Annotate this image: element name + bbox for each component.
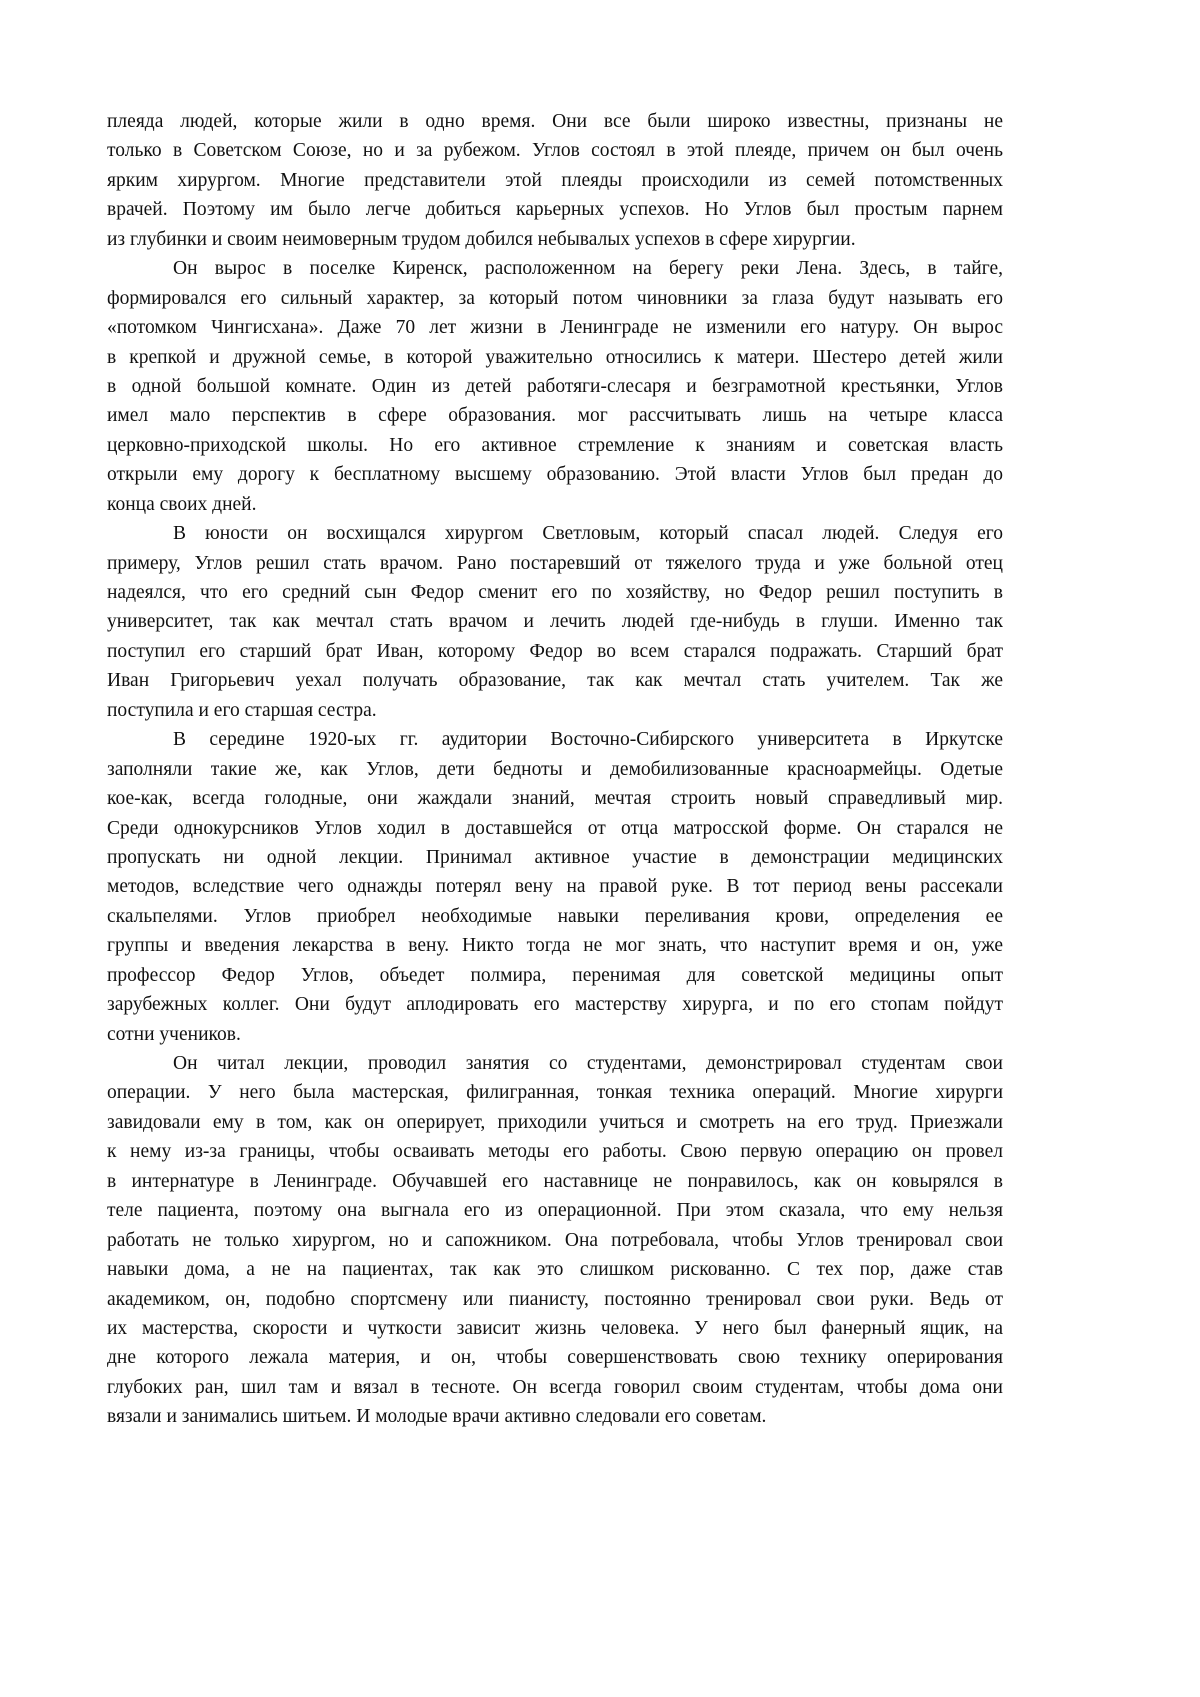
text-line: конца своих дней. (107, 490, 1003, 519)
text-line: в интернатуре в Ленинграде. Обучавшей его наставнице не понравилось, как он ковырялся в (107, 1167, 1003, 1196)
text-line: поступил его старший брат Иван, которому Федор во всем старался подражать. Старший брат (107, 637, 1003, 666)
text-line: врачей. Поэтому им было легче добиться карьерных успехов. Но Углов был простым парнем (107, 195, 1003, 224)
text-line: университет, так как мечтал стать врачом и лечить людей где-нибудь в глуши. Именно так (107, 607, 1003, 636)
text-line: поступила и его старшая сестра. (107, 696, 1003, 725)
text-line: дне которого лежала материя, и он, чтобы совершенствовать свою технику оперирования (107, 1343, 1003, 1372)
text-line: теле пациента, поэтому она выгнала его из операционной. При этом сказала, что ему нельзя (107, 1196, 1003, 1225)
text-line: в крепкой и дружной семье, в которой уважительно относились к матери. Шестеро детей жили (107, 343, 1003, 372)
paragraph (107, 519, 1003, 725)
text-line: в одной большой комнате. Один из детей работяги-слесаря и безграмотной крестьянки, Углов (107, 372, 1003, 401)
paragraph (107, 254, 1003, 519)
text-line: методов, вследствие чего однажды потерял вену на правой руке. В тот период вены рассекали (107, 872, 1003, 901)
text-line: имел мало перспектив в сфере образования. мог рассчитывать лишь на четыре класса (107, 401, 1003, 430)
text-line: плеяда людей, которые жили в одно время. Они все были широко известны, признаны не (107, 107, 1003, 136)
text-line: примеру, Углов решил стать врачом. Рано постаревший от тяжелого труда и уже больной отец (107, 549, 1003, 578)
text-line: из глубинки и своим неимоверным трудом добился небывалых успехов в сфере хирургии. (107, 225, 1003, 254)
paragraph (107, 107, 1003, 254)
text-line: Он читал лекции, проводил занятия со студентами, демонстрировал студентам свои (107, 1049, 1003, 1078)
paragraph (107, 725, 1003, 1049)
text-line: только в Советском Союзе, но и за рубежом. Углов состоял в этой плеяде, причем он был очень (107, 136, 1003, 165)
text-line: церковно-приходской школы. Но его активное стремление к знаниям и советская власть (107, 431, 1003, 460)
document-page (107, 107, 1003, 1432)
text-line: операции. У него была мастерская, филигранная, тонкая техника операций. Многие хирурги (107, 1078, 1003, 1107)
text-line: вязали и занимались шитьем. И молодые врачи активно следовали его советам. (107, 1402, 1003, 1431)
text-line: пропускать ни одной лекции. Принимал активное участие в демонстрации медицинских (107, 843, 1003, 872)
text-line: «потомком Чингисхана». Даже 70 лет жизни в Ленинграде не изменили его натуру. Он вырос (107, 313, 1003, 342)
text-line: к нему из-за границы, чтобы осваивать методы его работы. Свою первую операцию он провел (107, 1137, 1003, 1166)
text-line: профессор Федор Углов, объедет полмира, перенимая для советской медицины опыт (107, 961, 1003, 990)
text-line: скальпелями. Углов приобрел необходимые навыки переливания крови, определения ее (107, 902, 1003, 931)
text-line: Среди однокурсников Углов ходил в доставшейся от отца матросской форме. Он старался не (107, 814, 1003, 843)
text-line: академиком, он, подобно спортсмену или пианисту, постоянно тренировал свои руки. Ведь от (107, 1285, 1003, 1314)
text-line: В середине 1920-ых гг. аудитории Восточно-Сибирского университета в Иркутске (107, 725, 1003, 754)
text-line: глубоких ран, шил там и вязал в тесноте. Он всегда говорил своим студентам, чтобы дома они (107, 1373, 1003, 1402)
text-line: работать не только хирургом, но и сапожником. Она потребовала, чтобы Углов тренировал свои (107, 1226, 1003, 1255)
text-line: группы и введения лекарства в вену. Никто тогда не мог знать, что наступит время и он, уже (107, 931, 1003, 960)
text-line: надеялся, что его средний сын Федор сменит его по хозяйству, но Федор решил поступить в (107, 578, 1003, 607)
text-line: В юности он восхищался хирургом Светловым, который спасал людей. Следуя его (107, 519, 1003, 548)
text-line: их мастерства, скорости и чуткости зависит жизнь человека. У него был фанерный ящик, на (107, 1314, 1003, 1343)
paragraph (107, 1049, 1003, 1432)
text-line: завидовали ему в том, как он оперирует, приходили учиться и смотреть на его труд. Приезжали (107, 1108, 1003, 1137)
text-line: Он вырос в поселке Киренск, расположенном на берегу реки Лена. Здесь, в тайге, (107, 254, 1003, 283)
text-line: навыки дома, а не на пациентах, так как это слишком рискованно. С тех пор, даже став (107, 1255, 1003, 1284)
text-line: формировался его сильный характер, за который потом чиновники за глаза будут называть его (107, 284, 1003, 313)
text-line: кое-как, всегда голодные, они жаждали знаний, мечтая строить новый справедливый мир. (107, 784, 1003, 813)
text-line: Иван Григорьевич уехал получать образование, так как мечтал стать учителем. Так же (107, 666, 1003, 695)
text-line: ярким хирургом. Многие представители этой плеяды происходили из семей потомственных (107, 166, 1003, 195)
text-line: зарубежных коллег. Они будут аплодировать его мастерству хирурга, и по его стопам пойдут (107, 990, 1003, 1019)
text-line: открыли ему дорогу к бесплатному высшему образованию. Этой власти Углов был предан до (107, 460, 1003, 489)
text-line: сотни учеников. (107, 1020, 1003, 1049)
text-line: заполняли такие же, как Углов, дети бедноты и демобилизованные красноармейцы. Одетые (107, 755, 1003, 784)
